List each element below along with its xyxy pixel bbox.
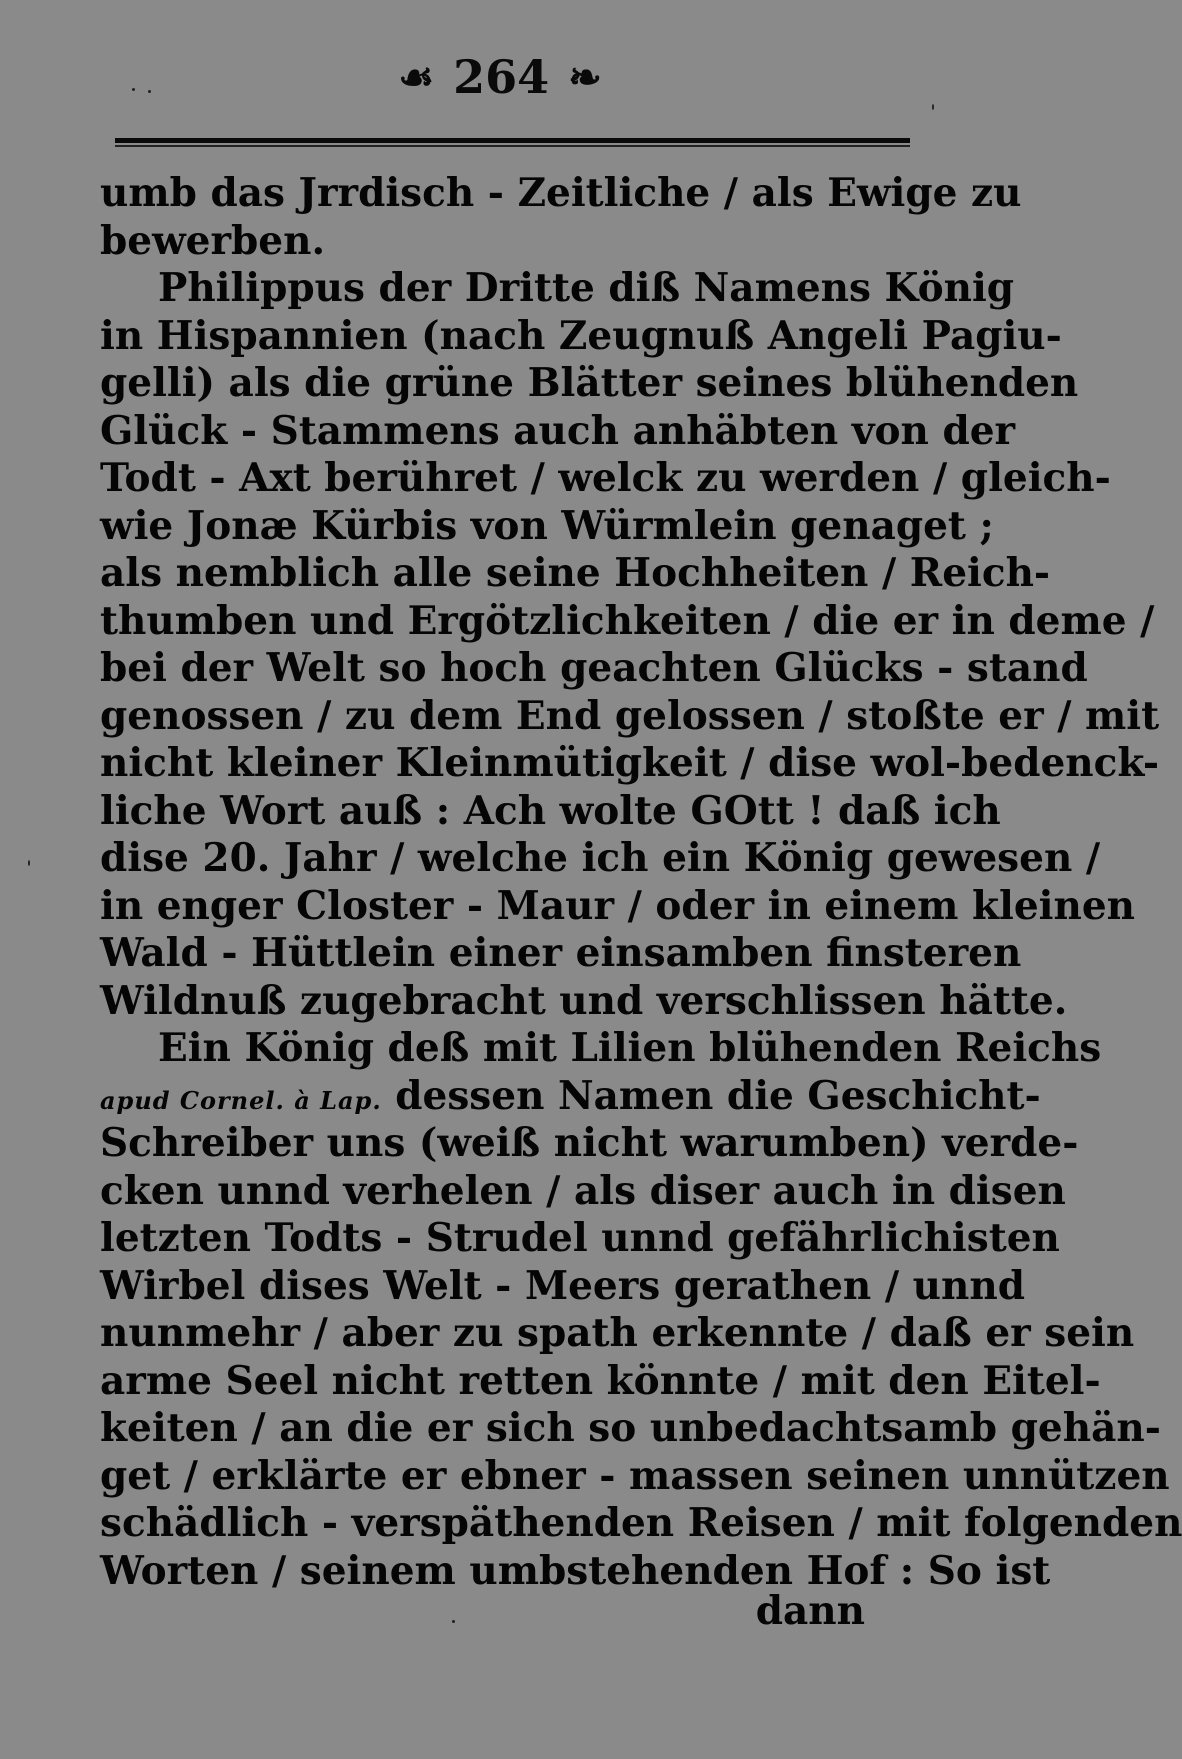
text-line: arme Seel nicht retten könnte / mit den Eitel- xyxy=(100,1357,1101,1404)
ink-speck xyxy=(132,88,135,91)
text-line: wie Jonæ Kürbis von Würmlein genaget ; xyxy=(100,502,994,549)
ink-speck xyxy=(28,860,30,866)
text-line: Wirbel dises Welt - Meers gerathen / unnd xyxy=(100,1262,1025,1309)
text-line: liche Wort auß : Ach wolte GOtt ! daß ich xyxy=(100,787,1001,834)
right-ornament-icon: ❧ xyxy=(568,53,602,101)
text-line-rest: dessen Namen die Geschicht- xyxy=(395,1072,1041,1119)
ink-speck xyxy=(148,90,151,93)
header-rule-thin xyxy=(115,145,910,147)
text-line: Schreiber uns (weiß nicht warumben) verde- xyxy=(100,1120,1079,1166)
left-ornament-icon: ☙ xyxy=(398,53,435,101)
text-line: gelli) als die grüne Blätter seines blühenden xyxy=(100,360,1079,406)
text-line: bei der Welt so hoch geachten Glücks - stand xyxy=(100,645,1088,691)
ink-speck xyxy=(452,1620,455,1623)
text-line: dise 20. Jahr / welche ich ein König gewesen / xyxy=(100,835,1101,881)
text-line: cken unnd verhelen / als diser auch in disen xyxy=(100,1167,1066,1214)
text-line: Wald - Hüttlein einer einsamben finsteren xyxy=(100,930,1022,976)
text-line: keiten / an die er sich so unbedachtsamb gehän- xyxy=(100,1405,1161,1451)
text-line: bewerben. xyxy=(100,217,326,264)
body-text xyxy=(100,170,1182,1595)
text-line: letzten Todts - Strudel unnd gefährlichisten xyxy=(100,1215,1060,1261)
ink-speck xyxy=(932,104,934,110)
text-line: Philippus der Dritte diß Namens König xyxy=(158,265,1015,311)
text-line: schädlich - verspäthenden Reisen / mit folgenden xyxy=(100,1500,1182,1546)
text-line: thumben und Ergötzlichkeiten / die er in deme / xyxy=(100,597,1155,644)
text-line: get / erklärte er ebner - massen seinen unnützen xyxy=(100,1452,1170,1499)
text-line: in Hispannien (nach Zeugnuß Angeli Pagiu- xyxy=(100,312,1062,359)
text-line: Worten / seinem umbstehenden Hof : So ist xyxy=(100,1547,1051,1594)
text-line: Ein König deß mit Lilien blühenden Reichs xyxy=(158,1025,1102,1071)
text-line: als nemblich alle seine Hochheiten / Reich- xyxy=(100,550,1051,596)
page-number: 264 xyxy=(453,50,550,104)
header-rule xyxy=(115,138,910,143)
text-line: genossen / zu dem End gelossen / stoßte er / mit xyxy=(100,692,1160,739)
text-line: Wildnuß zugebracht und verschlissen hätte. xyxy=(100,977,1068,1024)
text-line: nicht kleiner Kleinmütigkeit / dise wol-bedenck- xyxy=(100,740,1160,786)
text-line-with-citation xyxy=(100,1072,1041,1121)
text-line: nunmehr / aber zu spath erkennte / daß er sein xyxy=(100,1310,1135,1356)
text-line: in enger Closter - Maur / oder in einem kleinen xyxy=(100,882,1136,929)
catchword: dann xyxy=(755,1588,865,1634)
text-line: Todt - Axt berühret / welck zu werden / gleich- xyxy=(100,455,1111,501)
text-line: umb das Jrrdisch - Zeitliche / als Ewige zu xyxy=(100,170,1022,216)
marginal-citation: apud Cornel. à Lap. xyxy=(100,1085,382,1115)
text-line: Glück - Stammens auch anhäbten von der xyxy=(100,407,1016,454)
